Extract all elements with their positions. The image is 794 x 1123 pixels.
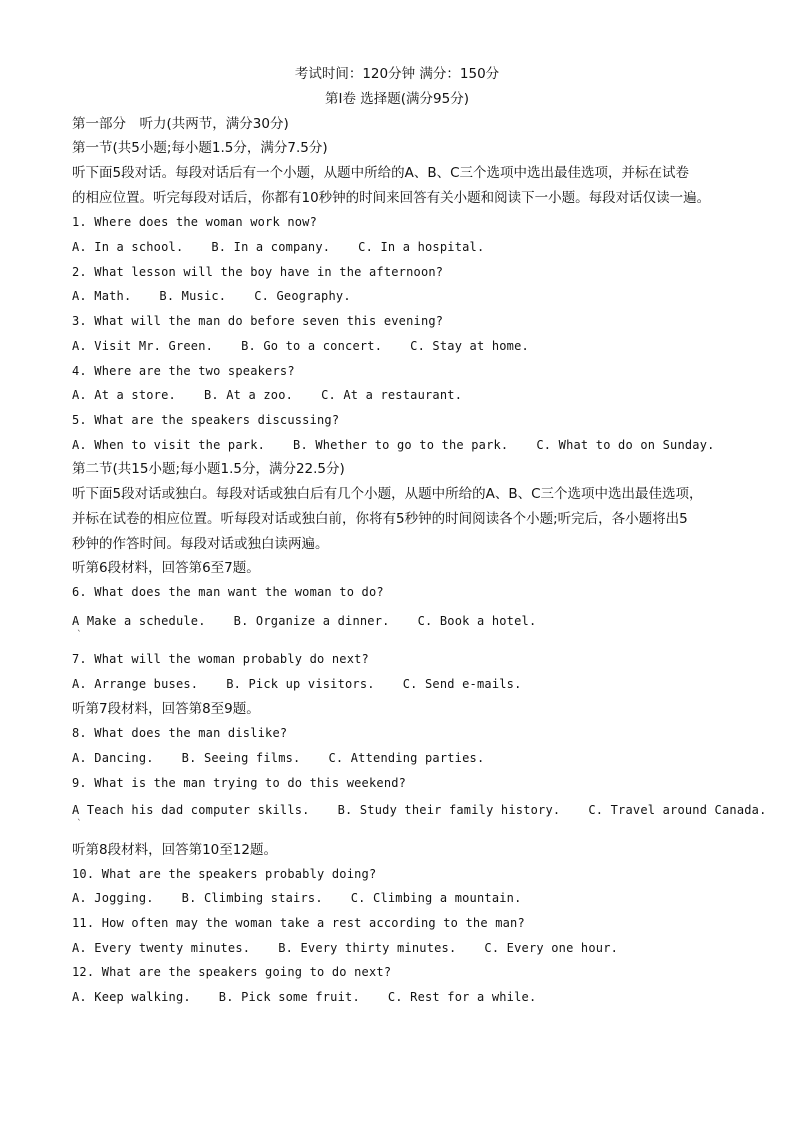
option-a: A Teach his dad computer skills. xyxy=(72,803,310,817)
options-7 xyxy=(72,674,522,694)
question-10: 10. What are the speakers probably doing? xyxy=(72,867,377,881)
option-b: B. In a company. xyxy=(211,240,331,254)
question-7: 7. What will the woman probably do next? xyxy=(72,652,369,666)
question-8: 8. What does the man dislike? xyxy=(72,726,288,740)
option-b: B. Seeing films. xyxy=(181,751,301,765)
option-c: C. Book a hotel. xyxy=(417,614,537,628)
option-b: B. Pick some fruit. xyxy=(218,990,360,1004)
options-4 xyxy=(72,385,462,405)
option-c: C. Attending parties. xyxy=(328,751,485,765)
material-6-header: 听第6段材料，回答第6至7题。 xyxy=(72,560,260,576)
question-5: 5. What are the speakers discussing? xyxy=(72,413,340,427)
options-6 xyxy=(72,611,536,631)
section1-instructions-line1: 听下面5段对话。每段对话后有一个小题，从题中所给的A、B、C三个选项中选出最佳选项，并标在试卷 xyxy=(72,165,690,181)
option-a: A. Every twenty minutes. xyxy=(72,941,251,955)
option-a: A. Math. xyxy=(72,289,132,303)
option-b: B. Go to a concert. xyxy=(241,339,383,353)
option-a: A. In a school. xyxy=(72,240,184,254)
option-c: C. Climbing a mountain. xyxy=(350,891,522,905)
option-c: C. Stay at home. xyxy=(410,339,529,353)
stray-mark: ˋ xyxy=(77,819,82,829)
option-b: B. Pick up visitors. xyxy=(226,677,375,691)
stray-mark: ˋ xyxy=(77,630,82,640)
option-b: B. Organize a dinner. xyxy=(233,614,390,628)
option-a: A. Dancing. xyxy=(72,751,154,765)
question-6: 6. What does the man want the woman to do? xyxy=(72,585,384,599)
option-b: B. Music. xyxy=(159,289,227,303)
section2-title: 第二节(共15小题;每小题1.5分，满分22.5分) xyxy=(72,461,345,477)
option-c: C. In a hospital. xyxy=(358,240,485,254)
options-3 xyxy=(72,336,529,356)
option-a: A Make a schedule. xyxy=(72,614,206,628)
options-1 xyxy=(72,237,484,257)
exam-time-line: 考试时间：120分钟 满分：150分 xyxy=(294,66,500,82)
question-4: 4. Where are the two speakers? xyxy=(72,364,295,378)
question-12: 12. What are the speakers going to do next? xyxy=(72,965,392,979)
option-c: C. What to do on Sunday. xyxy=(536,438,715,452)
question-1: 1. Where does the woman work now? xyxy=(72,215,318,229)
question-2: 2. What lesson will the boy have in the afternoon? xyxy=(72,265,444,279)
option-c: C. Travel around Canada. xyxy=(588,803,767,817)
option-a: A. Jogging. xyxy=(72,891,154,905)
options-12 xyxy=(72,987,536,1007)
options-5 xyxy=(72,435,715,455)
part1-title: 第一部分 听力(共两节，满分30分) xyxy=(72,116,289,132)
material-8-header: 听第8段材料，回答第10至12题。 xyxy=(72,842,277,858)
options-11 xyxy=(72,938,618,958)
options-8 xyxy=(72,748,484,768)
option-b: B. At a zoo. xyxy=(203,388,294,402)
option-b: B. Climbing stairs. xyxy=(181,891,323,905)
question-3: 3. What will the man do before seven this evening? xyxy=(72,314,444,328)
option-a: A. Arrange buses. xyxy=(72,677,199,691)
section1-title: 第一节(共5小题;每小题1.5分，满分7.5分) xyxy=(72,140,328,156)
options-9 xyxy=(72,800,767,820)
option-a: A. At a store. xyxy=(72,388,176,402)
option-c: C. Geography. xyxy=(254,289,351,303)
option-c: C. Send e-mails. xyxy=(402,677,522,691)
question-9: 9. What is the man trying to do this weekend? xyxy=(72,776,407,790)
section2-instructions-line1: 听下面5段对话或独白。每段对话或独白后有几个小题，从题中所给的A、B、C三个选项中选出最佳选项， xyxy=(72,486,703,502)
option-b: B. Whether to go to the park. xyxy=(293,438,509,452)
option-a: A. Keep walking. xyxy=(72,990,191,1004)
option-b: B. Every thirty minutes. xyxy=(278,941,457,955)
material-7-header: 听第7段材料，回答第8至9题。 xyxy=(72,701,260,717)
question-11: 11. How often may the woman take a rest according to the man? xyxy=(72,916,525,930)
section1-instructions-line2: 的相应位置。听完每段对话后，你都有10秒钟的时间来回答有关小题和阅读下一小题。每段对话仅读一遍。 xyxy=(72,190,711,206)
options-2 xyxy=(72,286,351,306)
volume-title: 第Ⅰ卷 选择题(满分95分) xyxy=(325,91,469,107)
option-c: C. Rest for a while. xyxy=(387,990,537,1004)
option-c: C. At a restaurant. xyxy=(321,388,463,402)
section2-instructions-line3: 秒钟的作答时间。每段对话或独白读两遍。 xyxy=(72,536,329,552)
option-a: A. When to visit the park. xyxy=(72,438,266,452)
option-c: C. Every one hour. xyxy=(484,941,619,955)
option-b: B. Study their family history. xyxy=(337,803,561,817)
section2-instructions-line2: 并标在试卷的相应位置。听每段对话或独白前，你将有5秒钟的时间阅读各个小题;听完后，各小题将出5 xyxy=(72,511,688,527)
option-a: A. Visit Mr. Green. xyxy=(72,339,214,353)
options-10 xyxy=(72,888,522,908)
